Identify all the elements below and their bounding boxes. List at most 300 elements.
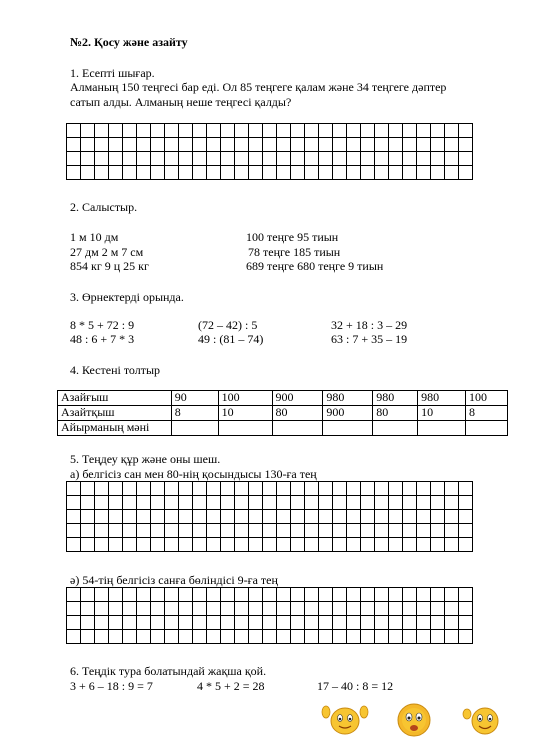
grid-cell[interactable] — [151, 124, 165, 138]
grid-cell[interactable] — [137, 630, 151, 644]
grid-cell[interactable] — [375, 616, 389, 630]
grid-cell[interactable] — [235, 166, 249, 180]
grid-cell[interactable] — [375, 602, 389, 616]
grid-cell[interactable] — [235, 630, 249, 644]
grid-cell[interactable] — [417, 538, 431, 552]
grid-cell[interactable] — [375, 138, 389, 152]
grid-cell[interactable] — [221, 602, 235, 616]
table-cell-empty[interactable] — [418, 421, 466, 436]
grid-cell[interactable] — [277, 482, 291, 496]
grid-cell[interactable] — [263, 524, 277, 538]
grid-cell[interactable] — [361, 588, 375, 602]
grid-cell[interactable] — [165, 138, 179, 152]
grid-cell[interactable] — [347, 152, 361, 166]
grid-cell[interactable] — [291, 166, 305, 180]
grid-cell[interactable] — [319, 616, 333, 630]
grid-cell[interactable] — [263, 588, 277, 602]
grid-cell[interactable] — [81, 524, 95, 538]
grid-cell[interactable] — [375, 510, 389, 524]
grid-cell[interactable] — [277, 524, 291, 538]
grid-cell[interactable] — [235, 152, 249, 166]
grid-cell[interactable] — [193, 602, 207, 616]
grid-cell[interactable] — [67, 152, 81, 166]
grid-cell[interactable] — [235, 602, 249, 616]
grid-cell[interactable] — [431, 602, 445, 616]
grid-cell[interactable] — [417, 124, 431, 138]
grid-cell[interactable] — [319, 524, 333, 538]
grid-cell[interactable] — [67, 482, 81, 496]
grid-cell[interactable] — [375, 630, 389, 644]
grid-cell[interactable] — [459, 496, 473, 510]
grid-cell[interactable] — [67, 124, 81, 138]
grid-cell[interactable] — [459, 152, 473, 166]
grid-cell[interactable] — [431, 166, 445, 180]
grid-cell[interactable] — [235, 588, 249, 602]
grid-cell[interactable] — [67, 630, 81, 644]
grid-cell[interactable] — [221, 152, 235, 166]
grid-cell[interactable] — [459, 630, 473, 644]
grid-cell[interactable] — [333, 538, 347, 552]
grid-cell[interactable] — [361, 482, 375, 496]
grid-cell[interactable] — [151, 510, 165, 524]
grid-cell[interactable] — [389, 166, 403, 180]
grid-cell[interactable] — [403, 524, 417, 538]
grid-cell[interactable] — [431, 588, 445, 602]
grid-cell[interactable] — [361, 630, 375, 644]
grid-cell[interactable] — [291, 152, 305, 166]
grid-cell[interactable] — [109, 588, 123, 602]
grid-cell[interactable] — [137, 166, 151, 180]
grid-cell[interactable] — [123, 124, 137, 138]
grid-cell[interactable] — [109, 510, 123, 524]
grid-cell[interactable] — [249, 588, 263, 602]
grid-cell[interactable] — [123, 496, 137, 510]
grid-cell[interactable] — [109, 482, 123, 496]
grid-cell[interactable] — [207, 510, 221, 524]
grid-cell[interactable] — [375, 588, 389, 602]
grid-cell[interactable] — [333, 524, 347, 538]
grid-cell[interactable] — [109, 166, 123, 180]
grid-cell[interactable] — [277, 602, 291, 616]
grid-cell[interactable] — [389, 124, 403, 138]
grid-cell[interactable] — [361, 538, 375, 552]
grid-cell[interactable] — [375, 482, 389, 496]
grid-cell[interactable] — [403, 138, 417, 152]
grid-cell[interactable] — [305, 616, 319, 630]
grid-cell[interactable] — [305, 630, 319, 644]
grid-cell[interactable] — [319, 166, 333, 180]
grid-cell[interactable] — [207, 124, 221, 138]
grid-cell[interactable] — [137, 496, 151, 510]
grid-cell[interactable] — [263, 496, 277, 510]
grid-cell[interactable] — [179, 138, 193, 152]
grid-cell[interactable] — [459, 166, 473, 180]
grid-cell[interactable] — [459, 482, 473, 496]
table-cell-empty[interactable] — [272, 421, 323, 436]
grid-cell[interactable] — [95, 588, 109, 602]
grid-cell[interactable] — [123, 482, 137, 496]
grid-cell[interactable] — [95, 152, 109, 166]
grid-cell[interactable] — [263, 152, 277, 166]
grid-cell[interactable] — [445, 538, 459, 552]
grid-cell[interactable] — [221, 166, 235, 180]
grid-cell[interactable] — [67, 524, 81, 538]
grid-cell[interactable] — [291, 482, 305, 496]
grid-cell[interactable] — [137, 538, 151, 552]
grid-cell[interactable] — [95, 482, 109, 496]
grid-cell[interactable] — [109, 630, 123, 644]
grid-cell[interactable] — [389, 152, 403, 166]
grid-cell[interactable] — [263, 510, 277, 524]
grid-cell[interactable] — [123, 138, 137, 152]
grid-cell[interactable] — [305, 166, 319, 180]
grid-cell[interactable] — [445, 152, 459, 166]
grid-cell[interactable] — [151, 138, 165, 152]
grid-cell[interactable] — [249, 496, 263, 510]
grid-cell[interactable] — [67, 496, 81, 510]
grid-cell[interactable] — [95, 602, 109, 616]
grid-cell[interactable] — [249, 616, 263, 630]
grid-cell[interactable] — [305, 588, 319, 602]
grid-cell[interactable] — [459, 138, 473, 152]
grid-cell[interactable] — [291, 616, 305, 630]
grid-cell[interactable] — [277, 588, 291, 602]
grid-cell[interactable] — [347, 124, 361, 138]
grid-cell[interactable] — [277, 510, 291, 524]
grid-cell[interactable] — [221, 616, 235, 630]
grid-cell[interactable] — [81, 152, 95, 166]
grid-cell[interactable] — [445, 124, 459, 138]
grid-cell[interactable] — [389, 588, 403, 602]
grid-cell[interactable] — [249, 510, 263, 524]
grid-cell[interactable] — [193, 588, 207, 602]
grid-cell[interactable] — [333, 602, 347, 616]
grid-cell[interactable] — [347, 630, 361, 644]
grid-cell[interactable] — [151, 166, 165, 180]
grid-cell[interactable] — [431, 124, 445, 138]
grid-cell[interactable] — [151, 152, 165, 166]
grid-cell[interactable] — [431, 138, 445, 152]
grid-cell[interactable] — [417, 496, 431, 510]
grid-cell[interactable] — [165, 124, 179, 138]
grid-cell[interactable] — [333, 588, 347, 602]
grid-cell[interactable] — [319, 124, 333, 138]
grid-cell[interactable] — [333, 152, 347, 166]
grid-cell[interactable] — [431, 510, 445, 524]
grid-cell[interactable] — [235, 538, 249, 552]
grid-cell[interactable] — [207, 616, 221, 630]
grid-cell[interactable] — [221, 482, 235, 496]
grid-cell[interactable] — [403, 152, 417, 166]
grid-cell[interactable] — [81, 538, 95, 552]
grid-cell[interactable] — [389, 138, 403, 152]
grid-cell[interactable] — [431, 630, 445, 644]
grid-cell[interactable] — [193, 616, 207, 630]
grid-cell[interactable] — [291, 124, 305, 138]
grid-cell[interactable] — [165, 510, 179, 524]
grid-cell[interactable] — [193, 138, 207, 152]
grid-cell[interactable] — [445, 482, 459, 496]
grid-cell[interactable] — [263, 166, 277, 180]
grid-cell[interactable] — [179, 538, 193, 552]
grid-cell[interactable] — [431, 538, 445, 552]
grid-cell[interactable] — [431, 616, 445, 630]
grid-cell[interactable] — [179, 524, 193, 538]
grid-cell[interactable] — [151, 616, 165, 630]
grid-cell[interactable] — [263, 616, 277, 630]
grid-cell[interactable] — [81, 138, 95, 152]
grid-cell[interactable] — [445, 602, 459, 616]
grid-cell[interactable] — [81, 166, 95, 180]
grid-cell[interactable] — [179, 616, 193, 630]
grid-cell[interactable] — [403, 616, 417, 630]
grid-cell[interactable] — [123, 602, 137, 616]
grid-cell[interactable] — [179, 496, 193, 510]
grid-cell[interactable] — [67, 138, 81, 152]
grid-cell[interactable] — [165, 496, 179, 510]
grid-cell[interactable] — [361, 602, 375, 616]
grid-cell[interactable] — [319, 152, 333, 166]
grid-cell[interactable] — [263, 602, 277, 616]
grid-cell[interactable] — [137, 616, 151, 630]
grid-cell[interactable] — [95, 510, 109, 524]
grid-cell[interactable] — [417, 510, 431, 524]
grid-cell[interactable] — [221, 496, 235, 510]
grid-cell[interactable] — [347, 616, 361, 630]
grid-cell[interactable] — [291, 496, 305, 510]
grid-cell[interactable] — [417, 616, 431, 630]
grid-cell[interactable] — [445, 510, 459, 524]
grid-cell[interactable] — [431, 524, 445, 538]
grid-cell[interactable] — [165, 166, 179, 180]
grid-cell[interactable] — [445, 496, 459, 510]
grid-cell[interactable] — [361, 152, 375, 166]
grid-cell[interactable] — [95, 616, 109, 630]
grid-cell[interactable] — [305, 138, 319, 152]
grid-cell[interactable] — [193, 496, 207, 510]
grid-cell[interactable] — [95, 630, 109, 644]
grid-cell[interactable] — [319, 138, 333, 152]
grid-cell[interactable] — [67, 588, 81, 602]
grid-cell[interactable] — [81, 496, 95, 510]
grid-cell[interactable] — [389, 510, 403, 524]
grid-cell[interactable] — [291, 588, 305, 602]
grid-cell[interactable] — [109, 602, 123, 616]
grid-cell[interactable] — [403, 482, 417, 496]
grid-cell[interactable] — [445, 138, 459, 152]
grid-cell[interactable] — [109, 152, 123, 166]
grid-cell[interactable] — [417, 138, 431, 152]
table-cell-empty[interactable] — [466, 421, 508, 436]
grid-cell[interactable] — [361, 496, 375, 510]
grid-cell[interactable] — [277, 616, 291, 630]
grid-cell[interactable] — [207, 166, 221, 180]
grid-cell[interactable] — [81, 588, 95, 602]
grid-cell[interactable] — [417, 588, 431, 602]
grid-cell[interactable] — [375, 496, 389, 510]
grid-cell[interactable] — [67, 538, 81, 552]
grid-cell[interactable] — [277, 124, 291, 138]
grid-cell[interactable] — [235, 616, 249, 630]
grid-cell[interactable] — [417, 152, 431, 166]
grid-cell[interactable] — [403, 538, 417, 552]
grid-cell[interactable] — [445, 630, 459, 644]
grid-cell[interactable] — [165, 538, 179, 552]
grid-cell[interactable] — [249, 524, 263, 538]
grid-cell[interactable] — [263, 538, 277, 552]
grid-cell[interactable] — [81, 616, 95, 630]
grid-cell[interactable] — [263, 482, 277, 496]
grid-cell[interactable] — [333, 138, 347, 152]
grid-cell[interactable] — [361, 524, 375, 538]
grid-cell[interactable] — [389, 602, 403, 616]
grid-cell[interactable] — [179, 602, 193, 616]
grid-cell[interactable] — [193, 630, 207, 644]
grid-cell[interactable] — [179, 152, 193, 166]
grid-cell[interactable] — [291, 602, 305, 616]
grid-cell[interactable] — [417, 482, 431, 496]
grid-cell[interactable] — [67, 510, 81, 524]
grid-cell[interactable] — [95, 538, 109, 552]
grid-cell[interactable] — [319, 588, 333, 602]
grid-cell[interactable] — [207, 524, 221, 538]
grid-cell[interactable] — [207, 630, 221, 644]
grid-cell[interactable] — [277, 496, 291, 510]
grid-cell[interactable] — [249, 152, 263, 166]
grid-cell[interactable] — [221, 524, 235, 538]
grid-cell[interactable] — [417, 630, 431, 644]
grid-cell[interactable] — [151, 482, 165, 496]
grid-cell[interactable] — [347, 510, 361, 524]
table-cell-empty[interactable] — [323, 421, 373, 436]
grid-cell[interactable] — [375, 538, 389, 552]
grid-cell[interactable] — [207, 138, 221, 152]
grid-cell[interactable] — [193, 166, 207, 180]
grid-cell[interactable] — [81, 630, 95, 644]
table-cell-empty[interactable] — [373, 421, 418, 436]
grid-cell[interactable] — [305, 602, 319, 616]
grid-cell[interactable] — [459, 524, 473, 538]
grid-cell[interactable] — [249, 138, 263, 152]
grid-cell[interactable] — [403, 588, 417, 602]
grid-cell[interactable] — [165, 524, 179, 538]
grid-cell[interactable] — [95, 166, 109, 180]
grid-cell[interactable] — [277, 538, 291, 552]
grid-cell[interactable] — [347, 166, 361, 180]
grid-cell[interactable] — [207, 152, 221, 166]
grid-cell[interactable] — [221, 538, 235, 552]
grid-cell[interactable] — [333, 124, 347, 138]
grid-cell[interactable] — [109, 538, 123, 552]
grid-cell[interactable] — [207, 588, 221, 602]
grid-cell[interactable] — [403, 630, 417, 644]
grid-cell[interactable] — [319, 496, 333, 510]
grid-cell[interactable] — [263, 630, 277, 644]
grid-cell[interactable] — [249, 630, 263, 644]
grid-cell[interactable] — [403, 124, 417, 138]
grid-cell[interactable] — [277, 138, 291, 152]
grid-cell[interactable] — [277, 630, 291, 644]
grid-cell[interactable] — [221, 124, 235, 138]
grid-cell[interactable] — [193, 524, 207, 538]
grid-cell[interactable] — [165, 616, 179, 630]
grid-cell[interactable] — [109, 496, 123, 510]
grid-cell[interactable] — [249, 124, 263, 138]
grid-cell[interactable] — [389, 524, 403, 538]
grid-cell[interactable] — [333, 166, 347, 180]
grid-cell[interactable] — [305, 152, 319, 166]
grid-cell[interactable] — [81, 124, 95, 138]
grid-cell[interactable] — [193, 538, 207, 552]
grid-cell[interactable] — [221, 588, 235, 602]
grid-cell[interactable] — [123, 630, 137, 644]
grid-cell[interactable] — [361, 124, 375, 138]
grid-cell[interactable] — [305, 496, 319, 510]
grid-cell[interactable] — [445, 616, 459, 630]
grid-cell[interactable] — [179, 124, 193, 138]
grid-cell[interactable] — [333, 510, 347, 524]
grid-cell[interactable] — [459, 602, 473, 616]
grid-cell[interactable] — [249, 482, 263, 496]
grid-cell[interactable] — [95, 496, 109, 510]
grid-cell[interactable] — [291, 538, 305, 552]
grid-cell[interactable] — [277, 152, 291, 166]
grid-cell[interactable] — [221, 510, 235, 524]
grid-cell[interactable] — [179, 510, 193, 524]
grid-cell[interactable] — [445, 166, 459, 180]
answer-grid-task1[interactable] — [66, 123, 473, 180]
grid-cell[interactable] — [137, 524, 151, 538]
table-cell-empty[interactable] — [171, 421, 218, 436]
grid-cell[interactable] — [417, 524, 431, 538]
grid-cell[interactable] — [417, 602, 431, 616]
grid-cell[interactable] — [277, 166, 291, 180]
grid-cell[interactable] — [347, 538, 361, 552]
grid-cell[interactable] — [333, 616, 347, 630]
grid-cell[interactable] — [459, 124, 473, 138]
grid-cell[interactable] — [347, 496, 361, 510]
grid-cell[interactable] — [375, 152, 389, 166]
grid-cell[interactable] — [165, 152, 179, 166]
grid-cell[interactable] — [137, 482, 151, 496]
grid-cell[interactable] — [417, 166, 431, 180]
grid-cell[interactable] — [95, 524, 109, 538]
grid-cell[interactable] — [95, 138, 109, 152]
grid-cell[interactable] — [193, 152, 207, 166]
grid-cell[interactable] — [375, 124, 389, 138]
grid-cell[interactable] — [291, 630, 305, 644]
grid-cell[interactable] — [207, 602, 221, 616]
grid-cell[interactable] — [333, 630, 347, 644]
grid-cell[interactable] — [305, 538, 319, 552]
grid-cell[interactable] — [249, 538, 263, 552]
grid-cell[interactable] — [235, 138, 249, 152]
grid-cell[interactable] — [207, 538, 221, 552]
grid-cell[interactable] — [109, 138, 123, 152]
grid-cell[interactable] — [403, 166, 417, 180]
grid-cell[interactable] — [193, 124, 207, 138]
grid-cell[interactable] — [431, 482, 445, 496]
grid-cell[interactable] — [305, 482, 319, 496]
grid-cell[interactable] — [319, 602, 333, 616]
grid-cell[interactable] — [137, 510, 151, 524]
grid-cell[interactable] — [347, 524, 361, 538]
grid-cell[interactable] — [165, 630, 179, 644]
grid-cell[interactable] — [221, 630, 235, 644]
grid-cell[interactable] — [137, 138, 151, 152]
grid-cell[interactable] — [235, 496, 249, 510]
grid-cell[interactable] — [459, 616, 473, 630]
